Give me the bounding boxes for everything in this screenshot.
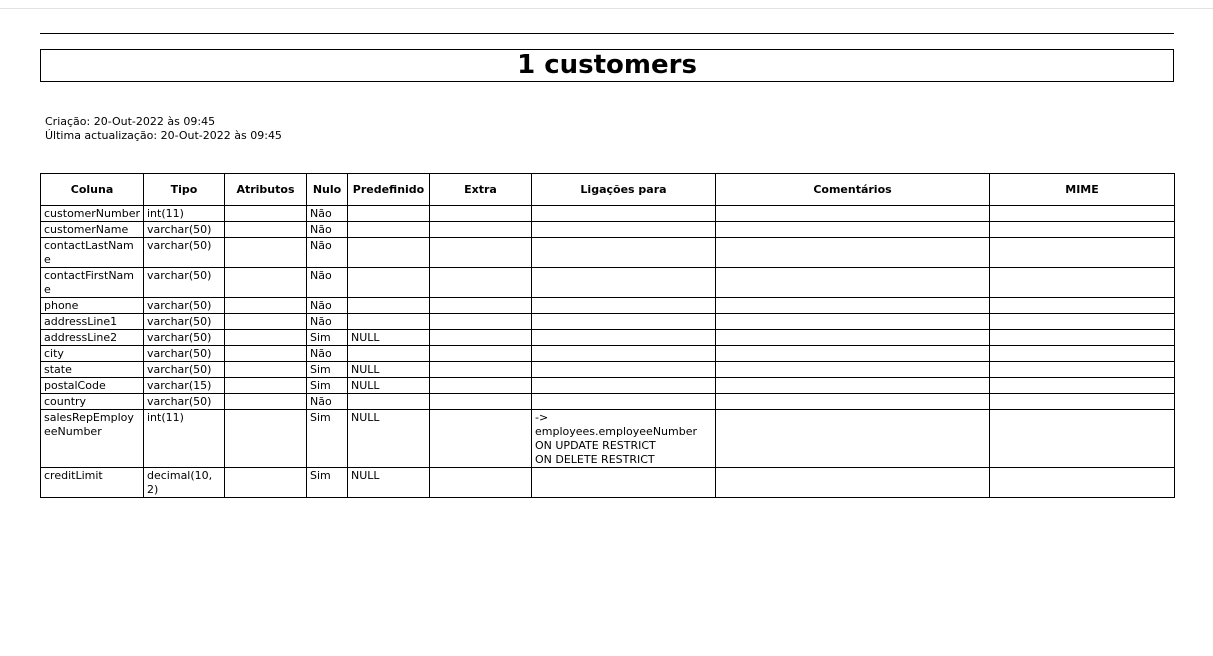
cell-comments: [716, 298, 990, 314]
cell-mime: [990, 346, 1175, 362]
cell-column: country: [41, 394, 144, 410]
cell-mime: [990, 362, 1175, 378]
cell-column: city: [41, 346, 144, 362]
cell-default: [348, 298, 430, 314]
cell-comments: [716, 362, 990, 378]
cell-extra: [430, 238, 532, 268]
cell-null: Não: [307, 298, 348, 314]
header-coluna: Coluna: [41, 174, 144, 206]
cell-attributes: [225, 346, 307, 362]
cell-mime: [990, 410, 1175, 468]
cell-type: varchar(50): [144, 268, 225, 298]
cell-extra: [430, 330, 532, 346]
cell-links: -> employees.employeeNumber ON UPDATE RESTRICT ON DELETE RESTRICT: [532, 410, 716, 468]
cell-links: [532, 346, 716, 362]
header-comentarios: Comentários: [716, 174, 990, 206]
cell-extra: [430, 268, 532, 298]
cell-extra: [430, 222, 532, 238]
cell-attributes: [225, 468, 307, 498]
cell-default: [348, 238, 430, 268]
cell-extra: [430, 410, 532, 468]
cell-null: Sim: [307, 378, 348, 394]
table-row: [41, 362, 1175, 378]
cell-default: [348, 268, 430, 298]
cell-type: varchar(50): [144, 238, 225, 268]
cell-mime: [990, 206, 1175, 222]
cell-comments: [716, 314, 990, 330]
cell-attributes: [225, 362, 307, 378]
cell-extra: [430, 394, 532, 410]
table-row: [41, 468, 1175, 498]
cell-links: [532, 206, 716, 222]
cell-extra: [430, 206, 532, 222]
cell-attributes: [225, 314, 307, 330]
cell-default: NULL: [348, 468, 430, 498]
cell-extra: [430, 298, 532, 314]
table-row: [41, 222, 1175, 238]
cell-column: customerName: [41, 222, 144, 238]
cell-null: Sim: [307, 410, 348, 468]
cell-null: Não: [307, 268, 348, 298]
cell-default: NULL: [348, 362, 430, 378]
cell-type: varchar(15): [144, 378, 225, 394]
cell-column: state: [41, 362, 144, 378]
cell-type: int(11): [144, 410, 225, 468]
cell-column: contactFirstName: [41, 268, 144, 298]
cell-null: Sim: [307, 362, 348, 378]
cell-attributes: [225, 298, 307, 314]
cell-attributes: [225, 206, 307, 222]
table-row: [41, 314, 1175, 330]
cell-column: phone: [41, 298, 144, 314]
table-row: [41, 330, 1175, 346]
cell-column: customerNumber: [41, 206, 144, 222]
cell-column: addressLine1: [41, 314, 144, 330]
header-nulo: Nulo: [307, 174, 348, 206]
cell-mime: [990, 468, 1175, 498]
cell-links: [532, 362, 716, 378]
cell-links: [532, 298, 716, 314]
cell-null: Não: [307, 314, 348, 330]
cell-comments: [716, 206, 990, 222]
cell-mime: [990, 330, 1175, 346]
cell-type: varchar(50): [144, 362, 225, 378]
cell-extra: [430, 378, 532, 394]
cell-links: [532, 468, 716, 498]
header-mime: MIME: [990, 174, 1175, 206]
cell-type: varchar(50): [144, 298, 225, 314]
top-strip: [0, 0, 1213, 9]
cell-extra: [430, 362, 532, 378]
cell-null: Não: [307, 346, 348, 362]
cell-mime: [990, 394, 1175, 410]
cell-type: decimal(10,2): [144, 468, 225, 498]
cell-attributes: [225, 222, 307, 238]
cell-column: salesRepEmployeeNumber: [41, 410, 144, 468]
cell-null: Sim: [307, 330, 348, 346]
cell-attributes: [225, 378, 307, 394]
cell-type: varchar(50): [144, 394, 225, 410]
cell-mime: [990, 378, 1175, 394]
cell-null: Não: [307, 206, 348, 222]
cell-links: [532, 314, 716, 330]
header-extra: Extra: [430, 174, 532, 206]
cell-links: [532, 330, 716, 346]
updated-date: Última actualização: 20-Out-2022 às 09:45: [45, 129, 282, 142]
cell-links: [532, 378, 716, 394]
table-row: [41, 346, 1175, 362]
cell-extra: [430, 468, 532, 498]
cell-column: addressLine2: [41, 330, 144, 346]
table-metadata: [45, 115, 282, 143]
table-row: [41, 394, 1175, 410]
cell-links: [532, 238, 716, 268]
table-row: [41, 378, 1175, 394]
table-row: [41, 206, 1175, 222]
cell-default: NULL: [348, 410, 430, 468]
cell-column: creditLimit: [41, 468, 144, 498]
cell-default: NULL: [348, 378, 430, 394]
cell-default: NULL: [348, 330, 430, 346]
header-ligacoes: Ligações para: [532, 174, 716, 206]
cell-comments: [716, 468, 990, 498]
header-tipo: Tipo: [144, 174, 225, 206]
cell-default: [348, 222, 430, 238]
header-atributos: Atributos: [225, 174, 307, 206]
cell-comments: [716, 238, 990, 268]
columns-table: [40, 173, 1175, 498]
created-date: Criação: 20-Out-2022 às 09:45: [45, 115, 216, 128]
table-row: [41, 268, 1175, 298]
cell-type: varchar(50): [144, 222, 225, 238]
cell-mime: [990, 238, 1175, 268]
cell-type: int(11): [144, 206, 225, 222]
cell-comments: [716, 346, 990, 362]
cell-null: Não: [307, 222, 348, 238]
cell-links: [532, 222, 716, 238]
cell-null: Não: [307, 238, 348, 268]
cell-null: Não: [307, 394, 348, 410]
cell-attributes: [225, 394, 307, 410]
table-row: [41, 298, 1175, 314]
cell-attributes: [225, 410, 307, 468]
cell-type: varchar(50): [144, 314, 225, 330]
cell-mime: [990, 298, 1175, 314]
cell-default: [348, 314, 430, 330]
cell-type: varchar(50): [144, 330, 225, 346]
horizontal-rule: [40, 33, 1174, 34]
cell-default: [348, 206, 430, 222]
cell-column: contactLastName: [41, 238, 144, 268]
cell-null: Sim: [307, 468, 348, 498]
cell-links: [532, 268, 716, 298]
cell-default: [348, 346, 430, 362]
cell-type: varchar(50): [144, 346, 225, 362]
cell-mime: [990, 222, 1175, 238]
cell-links: [532, 394, 716, 410]
cell-mime: [990, 314, 1175, 330]
cell-comments: [716, 410, 990, 468]
cell-comments: [716, 222, 990, 238]
cell-mime: [990, 268, 1175, 298]
cell-comments: [716, 268, 990, 298]
cell-attributes: [225, 268, 307, 298]
table-header-row: [41, 174, 1175, 206]
cell-default: [348, 394, 430, 410]
cell-column: postalCode: [41, 378, 144, 394]
cell-comments: [716, 378, 990, 394]
table-body: [41, 206, 1175, 498]
table-row: [41, 238, 1175, 268]
header-predefinido: Predefinido: [348, 174, 430, 206]
cell-comments: [716, 330, 990, 346]
cell-extra: [430, 314, 532, 330]
cell-attributes: [225, 238, 307, 268]
cell-attributes: [225, 330, 307, 346]
table-row: [41, 410, 1175, 468]
page-title: 1 customers: [40, 49, 1174, 82]
cell-extra: [430, 346, 532, 362]
cell-comments: [716, 394, 990, 410]
